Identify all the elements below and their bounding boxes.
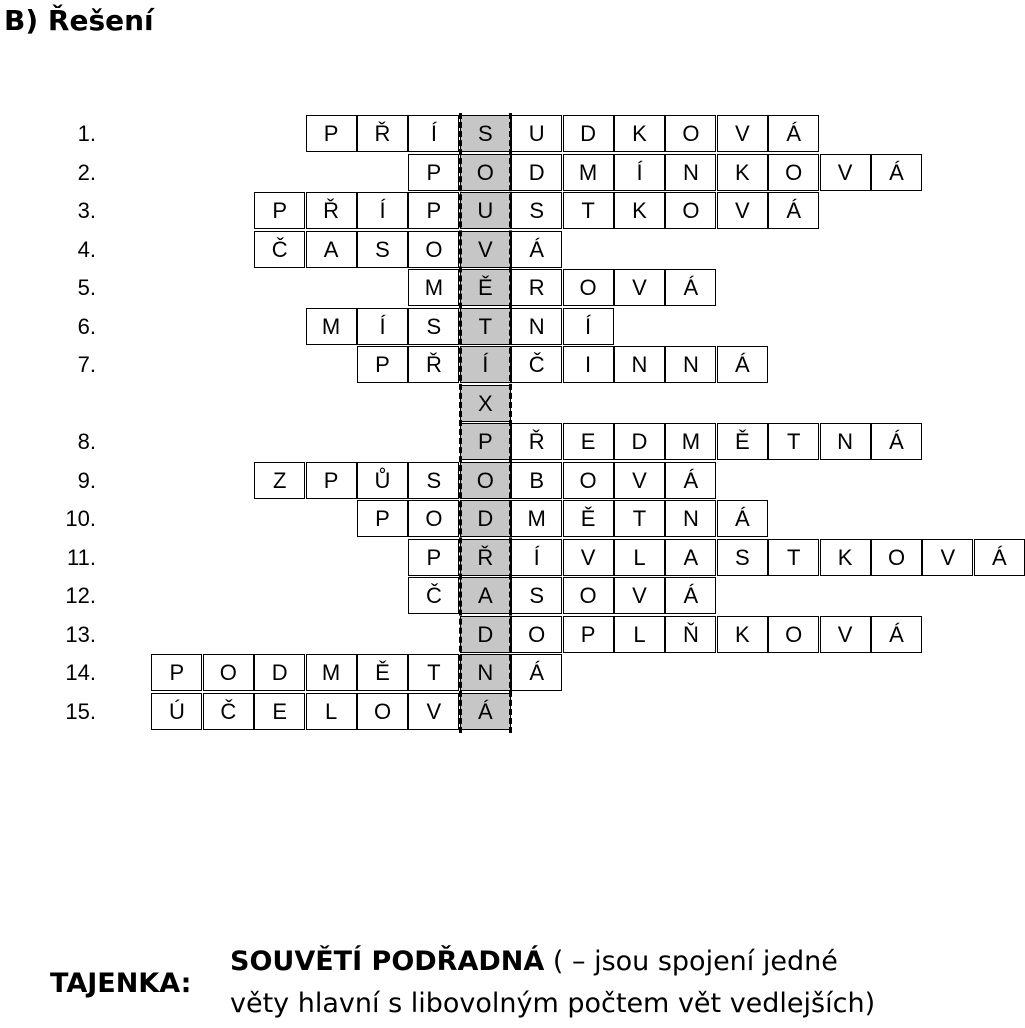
- crossword-cell: M: [306, 308, 357, 345]
- crossword-cell: D: [614, 423, 665, 460]
- crossword-cell: E: [254, 693, 305, 730]
- crossword-cell: O: [511, 616, 562, 653]
- crossword-cell: Á: [871, 616, 922, 653]
- crossword-cell: Á: [768, 192, 819, 229]
- crossword-cell: V: [717, 192, 768, 229]
- crossword-cell: L: [614, 616, 665, 653]
- crossword-cell: D: [254, 654, 305, 691]
- crossword-cell: L: [614, 539, 665, 576]
- crossword-cell: P: [357, 500, 408, 537]
- solution-note-1: ( – jsou spojení jedné: [544, 946, 838, 977]
- crossword-cell: Á: [665, 269, 716, 306]
- row-number: 15.: [65, 698, 96, 724]
- crossword-cell: Á: [717, 346, 768, 383]
- crossword-cell-secret: N: [460, 654, 511, 691]
- crossword-cell: Í: [357, 308, 408, 345]
- crossword-cell: P: [408, 539, 459, 576]
- row-number: 3.: [77, 198, 96, 223]
- crossword-cell: V: [820, 616, 871, 653]
- crossword-cell: S: [408, 462, 459, 499]
- crossword-cell: Č: [203, 693, 254, 730]
- crossword-cell: Ú: [151, 693, 202, 730]
- crossword-cell-secret: S: [460, 115, 511, 152]
- crossword-cell: Ř: [306, 192, 357, 229]
- crossword-cell: M: [408, 269, 459, 306]
- row-number: 10.: [65, 506, 96, 531]
- solution-note-2: věty hlavní s libovolným počtem vět vedlejších): [230, 988, 876, 1019]
- crossword-cell: Á: [665, 577, 716, 614]
- crossword-cell: O: [203, 654, 254, 691]
- row-number: 9.: [77, 467, 96, 493]
- page-heading: B) Řešení: [4, 4, 154, 37]
- crossword-cell: Í: [614, 154, 665, 191]
- crossword-cell: Ů: [357, 462, 408, 499]
- solution-line-1: [230, 946, 838, 977]
- crossword-cell: O: [408, 500, 459, 537]
- crossword-cell: O: [563, 577, 614, 614]
- crossword-cell: S: [357, 231, 408, 268]
- crossword-cell: O: [563, 269, 614, 306]
- crossword-cell: T: [408, 654, 459, 691]
- crossword-cell-secret: T: [460, 308, 511, 345]
- crossword-cell: N: [820, 423, 871, 460]
- crossword-cell: N: [511, 308, 562, 345]
- crossword-cell: R: [511, 269, 562, 306]
- crossword-cell: Á: [511, 231, 562, 268]
- crossword-cell: A: [306, 231, 357, 268]
- crossword-cell: M: [563, 154, 614, 191]
- row-number: 5.: [77, 275, 96, 300]
- crossword-cell: P: [408, 192, 459, 229]
- crossword-cell: P: [254, 192, 305, 229]
- crossword-cell: Á: [665, 462, 716, 499]
- crossword-cell: K: [717, 616, 768, 653]
- crossword-cell: Ň: [665, 616, 716, 653]
- crossword-cell: Ř: [511, 423, 562, 460]
- crossword-cell: N: [665, 346, 716, 383]
- crossword-cell: Z: [254, 462, 305, 499]
- crossword-cell: V: [614, 577, 665, 614]
- crossword-cell: V: [717, 115, 768, 152]
- row-number: 14.: [65, 660, 96, 685]
- crossword-cell: K: [717, 154, 768, 191]
- crossword-cell-secret: O: [460, 462, 511, 499]
- crossword-cell: O: [563, 462, 614, 499]
- crossword-cell: K: [614, 115, 665, 152]
- crossword-cell: T: [563, 192, 614, 229]
- crossword-cell: V: [820, 154, 871, 191]
- crossword-cell: M: [511, 500, 562, 537]
- crossword-cell: Á: [768, 115, 819, 152]
- row-number: 6.: [77, 313, 96, 339]
- crossword-cell: Á: [871, 154, 922, 191]
- crossword-cell: V: [922, 539, 973, 576]
- crossword-cell: K: [820, 539, 871, 576]
- tajenka-label: TAJENKA:: [50, 968, 192, 999]
- crossword-cell: O: [665, 115, 716, 152]
- row-number: 1.: [77, 121, 96, 146]
- crossword-cell-secret: D: [460, 500, 511, 537]
- crossword-cell: D: [563, 115, 614, 152]
- crossword-cell-secret: V: [460, 231, 511, 268]
- solution-answer: SOUVĚTÍ PODŘADNÁ: [230, 946, 545, 977]
- crossword-cell: I: [563, 346, 614, 383]
- crossword-cell: M: [665, 423, 716, 460]
- crossword-cell: S: [511, 192, 562, 229]
- crossword-cell: V: [614, 462, 665, 499]
- row-number: 4.: [77, 236, 96, 262]
- crossword-cell: U: [511, 115, 562, 152]
- crossword-cell-secret: Ě: [460, 269, 511, 306]
- crossword-cell: O: [768, 154, 819, 191]
- row-number: 2.: [77, 159, 96, 185]
- crossword-cell: Á: [871, 423, 922, 460]
- row-number: 8.: [77, 429, 96, 454]
- crossword-cell: T: [768, 423, 819, 460]
- crossword-cell: P: [151, 654, 202, 691]
- row-number: 7.: [77, 352, 96, 377]
- crossword-cell: V: [408, 693, 459, 730]
- solution-section: [0, 940, 960, 1028]
- crossword-cell: Í: [357, 192, 408, 229]
- crossword-cell: T: [768, 539, 819, 576]
- crossword-cell: Ř: [408, 346, 459, 383]
- crossword-cell: S: [511, 577, 562, 614]
- crossword-cell-secret: P: [460, 423, 511, 460]
- crossword-cell: Č: [408, 577, 459, 614]
- row-number: 12.: [65, 583, 96, 608]
- crossword-cell: Č: [511, 346, 562, 383]
- crossword-cell: N: [665, 500, 716, 537]
- crossword-cell: N: [665, 154, 716, 191]
- crossword-cell: S: [408, 308, 459, 345]
- crossword-cell: V: [614, 269, 665, 306]
- crossword-cell: Á: [717, 500, 768, 537]
- crossword-cell: O: [871, 539, 922, 576]
- crossword-cell: P: [408, 154, 459, 191]
- crossword-cell: N: [614, 346, 665, 383]
- crossword-cell-secret: D: [460, 616, 511, 653]
- crossword-cell: S: [717, 539, 768, 576]
- crossword-cell: Ě: [357, 654, 408, 691]
- crossword-cell: Ě: [563, 500, 614, 537]
- crossword-cell: Í: [563, 308, 614, 345]
- crossword-cell: P: [563, 616, 614, 653]
- crossword-cell: T: [614, 500, 665, 537]
- row-number: 11.: [67, 544, 96, 570]
- crossword-cell-secret: Ř: [460, 539, 511, 576]
- crossword-cell-secret: X: [460, 385, 511, 422]
- crossword-cell: V: [563, 539, 614, 576]
- crossword-cell: O: [408, 231, 459, 268]
- crossword-cell: P: [306, 115, 357, 152]
- crossword-cell: P: [357, 346, 408, 383]
- crossword-cell: Í: [408, 115, 459, 152]
- crossword-cell: B: [511, 462, 562, 499]
- crossword-cell-secret: U: [460, 192, 511, 229]
- crossword-cell: L: [306, 693, 357, 730]
- crossword-cell-secret: O: [460, 154, 511, 191]
- crossword-cell: Á: [511, 654, 562, 691]
- crossword-cell: P: [306, 462, 357, 499]
- crossword-cell: O: [665, 192, 716, 229]
- crossword-cell: O: [357, 693, 408, 730]
- crossword-cell: O: [768, 616, 819, 653]
- crossword-cell: Í: [511, 539, 562, 576]
- crossword-cell: Č: [254, 231, 305, 268]
- row-number: 13.: [65, 621, 96, 647]
- crossword-cell: Ř: [357, 115, 408, 152]
- crossword-cell: A: [665, 539, 716, 576]
- crossword-cell: D: [511, 154, 562, 191]
- crossword-cell: Ě: [717, 423, 768, 460]
- crossword-cell-secret: Í: [460, 346, 511, 383]
- crossword-cell-secret: Á: [460, 693, 511, 730]
- crossword-cell: K: [614, 192, 665, 229]
- crossword-cell: E: [563, 423, 614, 460]
- crossword-cell: Á: [974, 539, 1025, 576]
- crossword-cell-secret: A: [460, 577, 511, 614]
- crossword-cell: M: [306, 654, 357, 691]
